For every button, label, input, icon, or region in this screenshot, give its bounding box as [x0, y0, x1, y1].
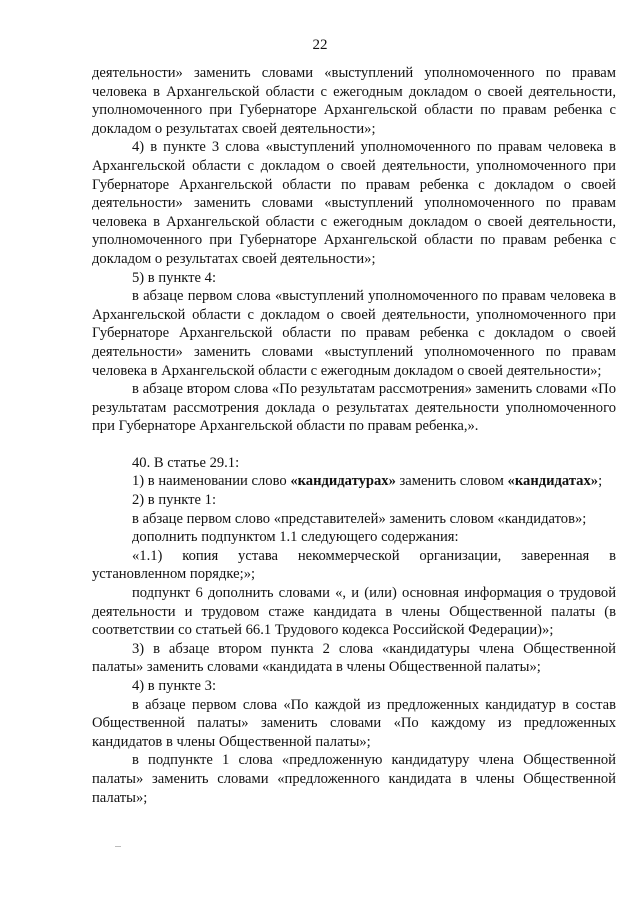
scan-mark [115, 846, 121, 847]
section-heading: 40. В статье 29.1: [132, 454, 240, 471]
paragraph: в подпункте 1 слова «предложенную кандидатуру члена Общественной палаты» заменить словами «предложенного кандидата в члены Общественной палаты»; [92, 752, 616, 806]
paragraph-text: заменить словом [395, 473, 508, 490]
bold-term: «кандидатах» [507, 473, 599, 490]
paragraph: 4) в пункте 3 слова «выступлений уполномоченного по правам человека в Архангельской области с докладом о своей деятельности, уполномоченного при Губернаторе Архангельской области по правам ребенка с докладом о своей деятельности» заменить словами «выступлений уполномоченного по правам человека в Архангельской области с ежегодным докладом о своей деятельности, уполномоченного при Губернаторе Архангельской области по правам ребенка с докладом о результатах своей деятельности»; [92, 139, 616, 267]
paragraph: 3) в абзаце втором пункта 2 слова «кандидатуры члена Общественной палаты» заменить словами «кандидата в члены Общественной палаты»; [92, 640, 616, 676]
paragraph: дополнить подпунктом 1.1 следующего содержания: [132, 529, 459, 546]
paragraph: 5) в пункте 4: [132, 269, 217, 286]
paragraph [92, 472, 616, 491]
paragraph: в абзаце первом слова «выступлений уполномоченного по правам человека в Архангельской области с докладом о своей деятельности, уполномоченного при Губернаторе Архангельской области по правам ребенка с докладом о своей деятельности» заменить словами «выступлений уполномоченного по правам человека в Архангельской области с ежегодным докладом о своей деятельности»; [92, 288, 616, 379]
paragraph-text: 1) в наименовании слово [132, 473, 291, 490]
paragraph-text: ; [598, 473, 603, 490]
document-body [92, 64, 616, 807]
paragraph: в абзаце первом слова «По каждой из предложенных кандидатур в состав Общественной палаты» заменить словами «По каждому из предложенных кандидатов в члены Общественной палаты»; [92, 696, 616, 750]
paragraph: в абзаце первом слово «представителей» заменить словом «кандидатов»; [132, 510, 587, 527]
paragraph: деятельности» заменить словами «выступлений уполномоченного по правам человека в Архангельской области с ежегодным докладом о своей деятельности, уполномоченного при Губернаторе Архангельской области по правам ребенка с докладом о результатах своей деятельности»; [92, 65, 616, 137]
paragraph: 2) в пункте 1: [132, 492, 217, 509]
paragraph: подпункт 6 дополнить словами «, и (или) основная информация о трудовой деятельности и трудовом стаже кандидата в члены Общественной палаты (в соответствии со статьей 66.1 Трудового кодекса Российской Федерации)»; [92, 585, 616, 639]
page-number: 22 [312, 37, 328, 53]
bold-term: «кандидатурах» [290, 473, 396, 490]
paragraph: 4) в пункте 3: [132, 678, 217, 694]
paragraph: «1.1) копия устава некоммерческой организации, заверенная в установленном порядке;»; [92, 547, 616, 583]
paragraph: в абзаце втором слова «По результатам рассмотрения» заменить словами «По результатам рассмотрения доклада о результатах деятельности уполномоченного при Губернаторе Архангельской области по правам ребенка,». [92, 381, 616, 435]
